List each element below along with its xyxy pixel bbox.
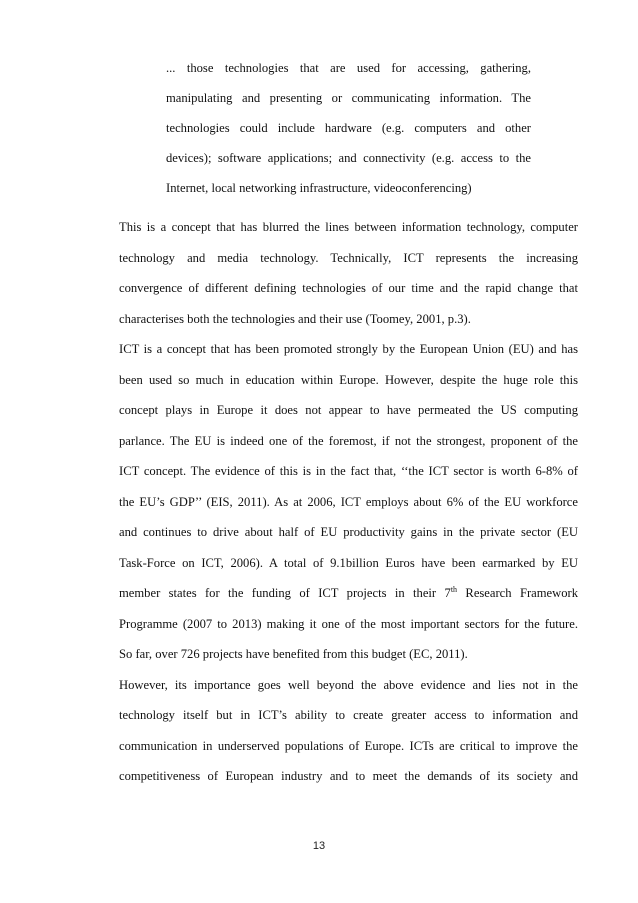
ordinal-superscript: th (450, 585, 458, 594)
text-before-superscript: member states for the funding of ICT projects in their 7 (119, 586, 451, 600)
paragraph-line: So far, over 726 projects have benefited from this budget (EC, 2011). (119, 647, 468, 661)
paragraph-line: This is a concept that has blurred the lines between information technology, computer (119, 220, 578, 234)
paragraph-line: However, its importance goes well beyond the above evidence and lies not in the (119, 678, 578, 692)
quote-line: Internet, local networking infrastructure, videoconferencing) (166, 181, 472, 195)
paragraph-line-with-superscript (119, 585, 578, 601)
paragraph-line: concept plays in Europe it does not appear to have permeated the US computing (119, 403, 578, 417)
text-after-superscript: Research Framework (457, 586, 578, 600)
paragraph-line: parlance. The EU is indeed one of the foremost, if not the strongest, proponent of the (119, 434, 578, 448)
paragraph-line: been used so much in education within Europe. However, despite the huge role this (119, 373, 578, 387)
quote-line: ... those technologies that are used for accessing, gathering, (166, 61, 531, 75)
page-number: 13 (312, 840, 326, 852)
paragraph-line: ICT is a concept that has been promoted strongly by the European Union (EU) and has (119, 342, 578, 356)
quote-line: devices); software applications; and connectivity (e.g. access to the (166, 151, 531, 165)
paragraph-line: the EU’s GDP’’ (EIS, 2011). As at 2006, ICT employs about 6% of the EU workforce (119, 495, 578, 509)
paragraph-line: ICT concept. The evidence of this is in the fact that, ‘‘the ICT sector is worth 6-8% of (119, 464, 578, 478)
paragraph-line: technology and media technology. Technically, ICT represents the increasing (119, 251, 578, 265)
paragraph-line: and continues to drive about half of EU productivity gains in the private sector (EU (119, 525, 578, 539)
paragraph-line: convergence of different defining technologies of our time and the rapid change that (119, 281, 578, 295)
paragraph-line: competitiveness of European industry and to meet the demands of its society and (119, 769, 578, 783)
paragraph-line: technology itself but in ICT’s ability to create greater access to information and (119, 708, 578, 722)
quote-line: manipulating and presenting or communicating information. The (166, 91, 531, 105)
quote-line: technologies could include hardware (e.g. computers and other (166, 121, 531, 135)
paragraph-line: Programme (2007 to 2013) making it one of the most important sectors for the future. (119, 617, 578, 631)
paragraph-line: communication in underserved populations of Europe. ICTs are critical to improve the (119, 739, 578, 753)
paragraph-line: characterises both the technologies and their use (Toomey, 2001, p.3). (119, 312, 471, 326)
paragraph-line: Task-Force on ICT, 2006). A total of 9.1billion Euros have been earmarked by EU (119, 556, 578, 570)
